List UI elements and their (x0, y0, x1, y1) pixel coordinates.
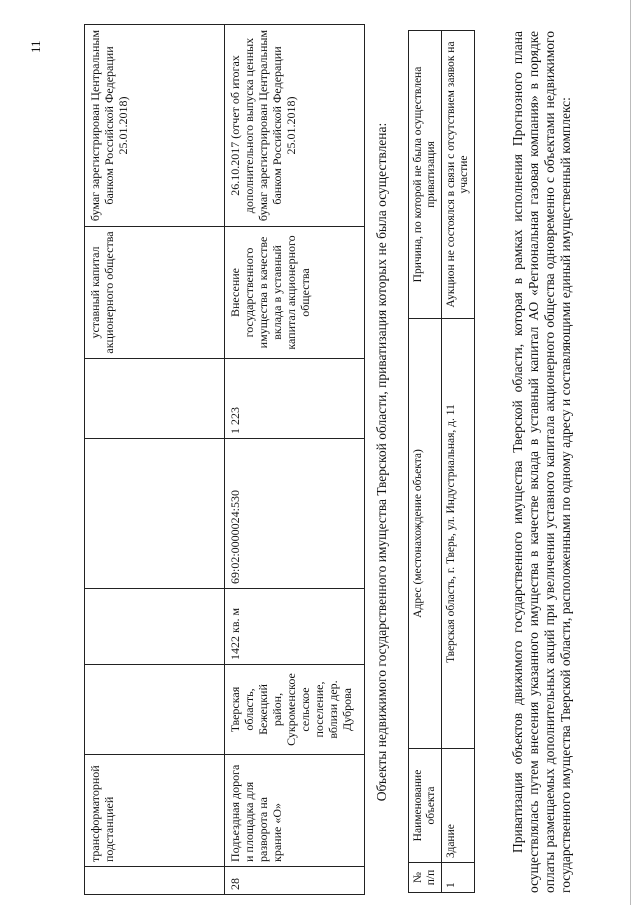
section-caption: Объекты недвижимого государственного имущества Тверской области, приватизация которых не была осуществлена: (374, 122, 389, 802)
cell: бумаг зарегистрирован Центральным банком Российской Федерации 25.01.2018) (85, 25, 225, 227)
table-header-row (409, 31, 442, 893)
object-name: Подъездная дорога и площадка для разворота на крание «О» (225, 755, 365, 867)
cell: Аукцион не состоялся в связи с отсутствием заявок на участие (442, 31, 475, 319)
page-number: 11 (28, 40, 43, 53)
column-header: Причина, по которой не была осуществлена приватизация (409, 31, 442, 319)
cell: Здание (442, 749, 475, 863)
column-header: Наименование объекта (409, 749, 442, 863)
cell (85, 665, 225, 755)
object-area: 1422 кв. м (225, 589, 365, 665)
cell: уставный капитал акционерного общества (85, 227, 225, 359)
column-header: № п/п (409, 863, 442, 893)
cell (85, 589, 225, 665)
cadastral-number: 69:02:0000024:530 (225, 439, 365, 589)
cell (85, 439, 225, 589)
property-table-continued (84, 24, 365, 895)
cell: Тверская область, г. Тверь, ул. Индустриальная, д. 11 (442, 319, 475, 749)
privatization-method: Внесение государственного имущества в качестве вклада в уставный капитал акционерного общества (225, 227, 365, 359)
unprivatized-objects-table (408, 30, 475, 893)
cell (85, 867, 225, 895)
object-address: Тверская область, Бежецкий район, Сукроменское сельское поселение, вблизи дер. Дуброва (225, 665, 365, 755)
row-number: 28 (225, 867, 365, 895)
cell (85, 359, 225, 439)
object-value: 1 223 (225, 359, 365, 439)
column-header: Адрес (местонахождение объекта) (409, 319, 442, 749)
privatization-date: 26.10.2017 (отчет об итогах дополнительного выпуска ценных бумаг зарегистрирован Центральным банком Российской Федерации 25.01.2018) (225, 25, 365, 227)
body-paragraph: Приватизация объектов движимого государственного имущества Тверской области, которая в рамках исполнения Прогнозного плана осуществлялась путем внесения указанного имущества в качестве вклада в уставный капитал АО «Региональная газовая компания» в порядке оплаты размещаемых дополнительных акций при увеличении уставного капитала акционерного общества одновременно с объектами недвижимого государственного имущества Тверской области, расположенными по одному адресу и составляющими единый имущественный комплекс: (510, 31, 573, 893)
table-row (85, 25, 225, 895)
cell: 1 (442, 863, 475, 893)
page-edge-divider (630, 0, 631, 905)
table-row (225, 25, 365, 895)
cell: трансформаторной подстанцией (85, 755, 225, 867)
table-row (442, 31, 475, 893)
